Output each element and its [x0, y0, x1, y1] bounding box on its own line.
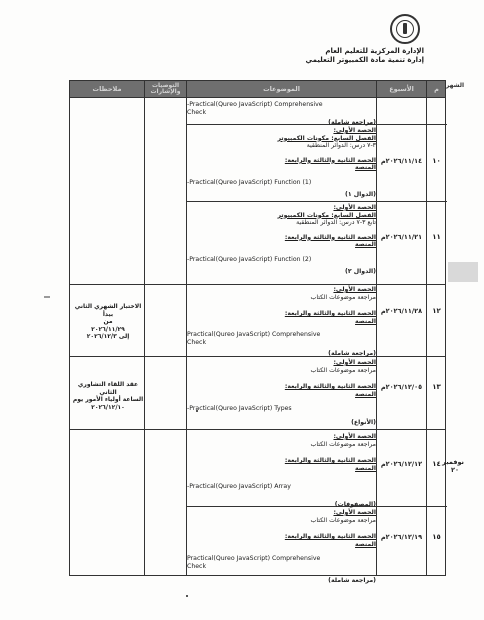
- week-date: ٢٠٢٦/١٢/٠٥م: [380, 383, 423, 391]
- scan-smudge: [448, 262, 478, 282]
- month-label: نوفمبر ٢٠: [442, 458, 464, 474]
- week-date: ٢٠٢٦/١١/٢٨م: [380, 307, 423, 315]
- week-date: ٢٠٢٦/١١/١٤م: [380, 157, 423, 165]
- ministry-logo-icon: [390, 14, 420, 44]
- week-date: ٢٠٢٦/١١/٢١م: [380, 233, 423, 241]
- row-divider: [70, 284, 445, 285]
- column-divider: [426, 81, 427, 575]
- lesson-cell: الحصة الأولى: الفصل السابع: مكونات الكمبيوتر تابع ٣-٧ درس: الدوائر المنطقية الحصة الثانية والثالثة والرابعة: المنصة -Practical(Qureo JavaScript) Function (2) (الدوال ٢): [187, 204, 376, 275]
- row-number: ١٠: [432, 157, 441, 165]
- row-number: ١١: [432, 233, 441, 241]
- week-date: ٢٠٢٦/١٢/١٩م: [380, 533, 423, 541]
- row-divider: [70, 429, 445, 430]
- table-header: [70, 81, 445, 98]
- row-number: ١٥: [432, 533, 441, 541]
- lesson-cell: -Practical(Qureo JavaScript) Comprehensive Check (مراجعة شاملة): [187, 101, 376, 127]
- row-number: ١٣: [432, 383, 441, 391]
- header-notes: ملاحظات: [92, 84, 122, 93]
- header-topics: الموضوعات: [263, 84, 300, 93]
- header-line-2: إدارة تنمية مادة الكمبيوتر التعليمي: [305, 56, 424, 64]
- lesson-cell: الحصة الأولى: مراجعة موضوعات الكتاب الحصة الثانية والثالثة والرابعة: المنصة -Practical(Qureo JavaScript) Types (الأنواع): [187, 359, 376, 426]
- scan-dot: [186, 595, 188, 597]
- row-divider: [186, 201, 447, 202]
- week-date: ٢٠٢٦/١٢/١٢م: [380, 460, 423, 468]
- header-month: الشهر: [445, 82, 464, 89]
- notes-cell: عقد اللقاء التشاوري الثاني الساعة أولياء الأمور يوم ٢٠٢٦/١٢/١٠: [72, 381, 144, 411]
- row-number: ١٢: [432, 307, 441, 315]
- header-recommendations: التوصيات والإشارات: [150, 82, 181, 95]
- header-line-1: الإدارة المركزية للتعليم العام: [325, 47, 424, 55]
- lesson-cell: الحصة الأولى: مراجعة موضوعات الكتاب الحصة الثانية والثالثة والرابعة: المنصة Practical(Qureo JavaScript) Comprehensive Check (مراجعة شاملة): [187, 286, 376, 357]
- scan-mark: [44, 296, 50, 298]
- curriculum-table: [69, 80, 446, 584]
- column-divider: [376, 81, 377, 575]
- lesson-cell: الحصة الأولى: مراجعة موضوعات الكتاب الحصة الثانية والثالثة والرابعة: المنصة Practical(Qureo JavaScript) Comprehensive Check (مراجعة شاملة): [187, 509, 376, 584]
- header-number: م: [434, 84, 439, 93]
- column-divider: [144, 81, 145, 575]
- header-week: الأسبوع: [389, 84, 414, 93]
- lesson-cell: الحصة الأولى: مراجعة موضوعات الكتاب الحصة الثانية والثالثة والرابعة: المنصة -Practical(Qureo JavaScript) Array (المصفوفات): [187, 433, 376, 508]
- notes-cell: الاختبار الشهري الثاني بيدأ من ٢٠٢٦/١١/٢٩ إلى ٢٠٢٦/١٢/٣: [74, 303, 142, 341]
- row-number: ١٤: [432, 460, 441, 468]
- lesson-cell: الحصة الأولى: الفصل السابع: مكونات الكمبيوتر ٣-٧ درس: الدوائر المنطقية الحصة الثانية والثالثة والرابعة: المنصة -Practical(Qureo JavaScript) Function (1) (الدوال ١): [187, 127, 376, 198]
